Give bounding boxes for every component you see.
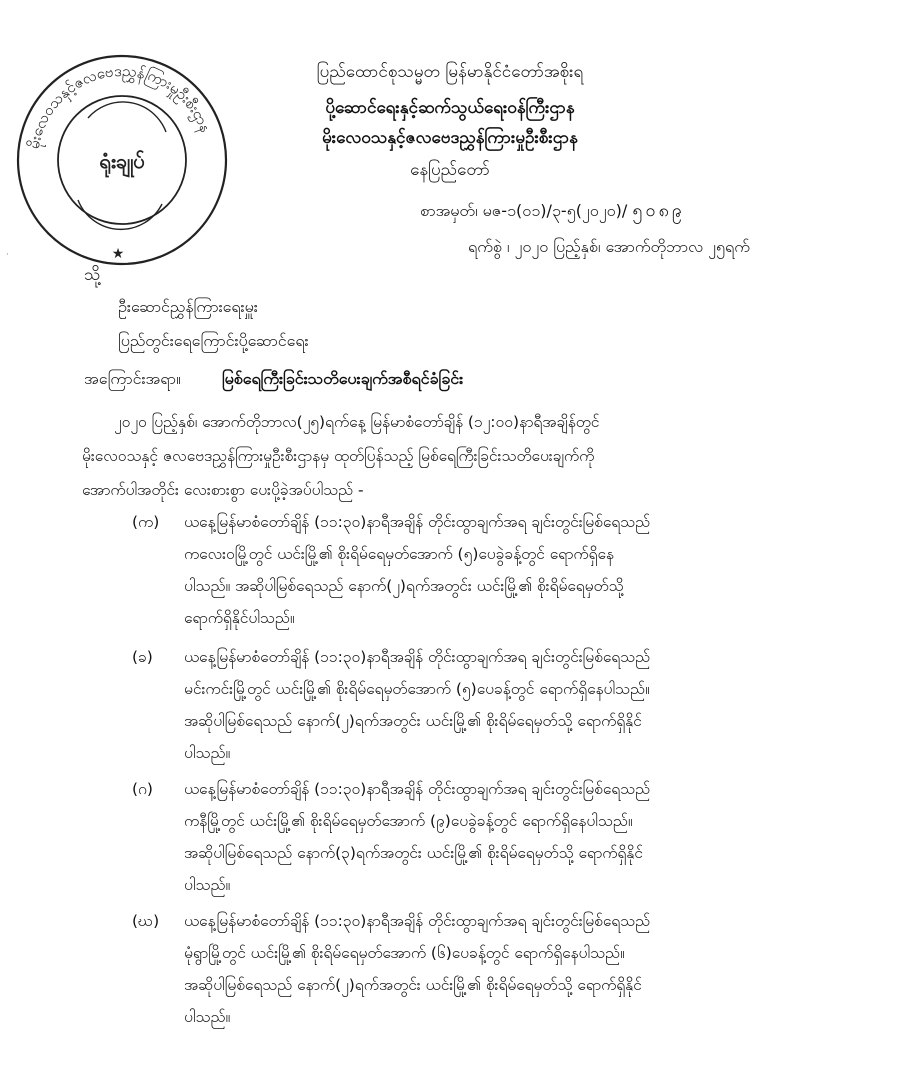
item-line: မင်းကင်းမြို့တွင် ယင်းမြို့၏ စိုးရိမ်ရေမှတ်အောက် (၅)ပေခန့်တွင် ရောက်ရှိနေပါသည်။	[184, 680, 650, 698]
item-line: ပါသည်။ အဆိုပါမြစ်ရေသည် နောက်(၂)ရက်အတွင်း ယင်းမြို့၏ စိုးရိမ်ရေမှတ်သို့	[184, 577, 624, 595]
salutation: သို့	[84, 265, 101, 285]
warning-item	[132, 773, 812, 901]
item-line: ယနေ့မြန်မာစံတော်ချိန် (၁၁:၃၀)နာရီအချိန် တိုင်းထွာချက်အရ ချင်းတွင်းမြစ်ရေသည်	[184, 513, 651, 531]
seal-ring-text: မိုးလေဝသနှင့်ဇလဗေဒညွှန်ကြားမှုဦးစီးဌာန	[24, 61, 215, 151]
item-line: အဆိုပါမြစ်ရေသည် နောက်(၂)ရက်အတွင်း ယင်းမြို့၏ စိုးရိမ်ရေမှတ်သို့ ရောက်ရှိနိုင်	[184, 976, 642, 994]
item-line: ယနေ့မြန်မာစံတော်ချိန် (၁၁:၃၀)နာရီအချိန် တိုင်းထွာချက်အရ ချင်းတွင်းမြစ်ရေသည်	[184, 648, 651, 666]
subject-line	[84, 368, 463, 392]
letter-date: ရက်စွဲ ၊ ၂၀၂၀ ပြည့်နှစ်၊ အောက်တိုဘာလ ၂၅ရက်	[468, 237, 750, 256]
intro-line: ၂၀၂၀ ပြည့်နှစ်၊ အောက်တိုဘာလ(၂၅)ရက်နေ့ မြန်မာစံတော်ချိန် (၁၂:၀၀)နာရီအချိန်တွင်	[114, 413, 600, 431]
subject-label: အကြောင်းအရာ။	[84, 369, 181, 388]
office-seal	[2, 40, 242, 280]
item-line: ကနီမြို့တွင် ယင်းမြို့၏ စိုးရိမ်ရေမှတ်အောက် (၉)ပေခွဲခန့်တွင် ရောက်ရှိနေပါသည်။	[184, 812, 633, 830]
subject-text: မြစ်ရေကြီးခြင်းသတိပေးချက်အစီရင်ခံခြင်း	[221, 369, 464, 388]
reference-code: မဇ-၁(၀၁)/၃-၅(၂၀၂၀)/	[482, 201, 628, 220]
intro-line: အောက်ပါအတိုင်း လေးစားစွာ ပေးပို့ခဲ့အပ်ပါသည် -	[82, 481, 364, 499]
item-line: အဆိုပါမြစ်ရေသည် နောက်(၃)ရက်အတွင်း ယင်းမြို့၏ စိုးရိမ်ရေမှတ်သို့ ရောက်ရှိနိုင်	[184, 844, 643, 862]
seal-stamp-graphic	[2, 40, 242, 280]
item-line: ကလေးဝမြို့တွင် ယင်းမြို့၏ စိုးရိမ်ရေမှတ်အောက် (၅)ပေခွဲခန့်တွင် ရောက်ရှိနေ	[184, 545, 614, 563]
item-line: ယနေ့မြန်မာစံတော်ချိန် (၁၁:၃၀)နာရီအချိန် တိုင်းထွာချက်အရ ချင်းတွင်းမြစ်ရေသည်	[184, 780, 651, 798]
recipient-organization: ပြည်တွင်းရေကြောင်းပို့ဆောင်ရေး	[118, 331, 309, 350]
intro-line: မိုးလေဝသနှင့် ဇလဗေဒညွှန်ကြားမှုဦးစီးဌာနမှ ထုတ်ပြန်သည့် မြစ်ရေကြီးခြင်းသတိပေးချက်ကို	[82, 447, 595, 465]
intro-paragraph	[82, 405, 810, 507]
item-number: (ဃ)	[132, 912, 160, 930]
item-line: ပါသည်။	[184, 744, 231, 762]
item-number: (ဂ)	[132, 780, 153, 798]
warning-item	[132, 641, 812, 769]
reference-label: စာအမှတ်၊	[420, 201, 478, 220]
seal-star-icon: ★	[111, 246, 125, 262]
recipient-title: ဦးဆောင်ညွှန်ကြားရေးမှူး	[118, 297, 258, 316]
item-line: ယနေ့မြန်မာစံတော်ချိန် (၁၁:၃၀)နာရီအချိန် တိုင်းထွာချက်အရ ချင်းတွင်းမြစ်ရေသည်	[184, 912, 651, 930]
reference-handwritten: ၅၀၈၉	[632, 200, 686, 221]
reference-number	[420, 198, 685, 225]
letterhead-government: ပြည်ထောင်စုသမ္မတ မြန်မာနိုင်ငံတော်အစိုးရ	[316, 62, 584, 82]
item-line: ပါသည်။	[184, 876, 231, 894]
warning-item	[132, 905, 812, 1033]
warning-item	[132, 506, 812, 634]
letterhead-department: မိုးလေဝသနှင့်ဇလဗေဒညွှန်ကြားမှုဦးစီးဌာန	[322, 128, 578, 148]
letterhead-city: နေပြည်တော်	[410, 160, 490, 180]
margin-mark: ·	[6, 250, 9, 260]
item-line: အဆိုပါမြစ်ရေသည် နောက်(၂)ရက်အတွင်း ယင်းမြို့၏ စိုးရိမ်ရေမှတ်သို့ ရောက်ရှိနိုင်	[184, 712, 642, 730]
item-line: မုံရွာမြို့တွင် ယင်းမြို့၏ စိုးရိမ်ရေမှတ်အောက် (၆)ပေခန့်တွင် ရောက်ရှိနေပါသည်။	[184, 944, 625, 962]
item-number: (က)	[132, 513, 160, 531]
seal-center-text: ရုံးချုပ်	[99, 149, 145, 173]
item-number: (ခ)	[132, 648, 153, 666]
letterhead-ministry: ပို့ဆောင်ရေးနှင့်ဆက်သွယ်ရေးဝန်ကြီးဌာန	[325, 98, 575, 118]
item-line: ပါသည်။	[184, 1008, 231, 1026]
item-line: ရောက်ရှိနိုင်ပါသည်။	[184, 609, 295, 627]
